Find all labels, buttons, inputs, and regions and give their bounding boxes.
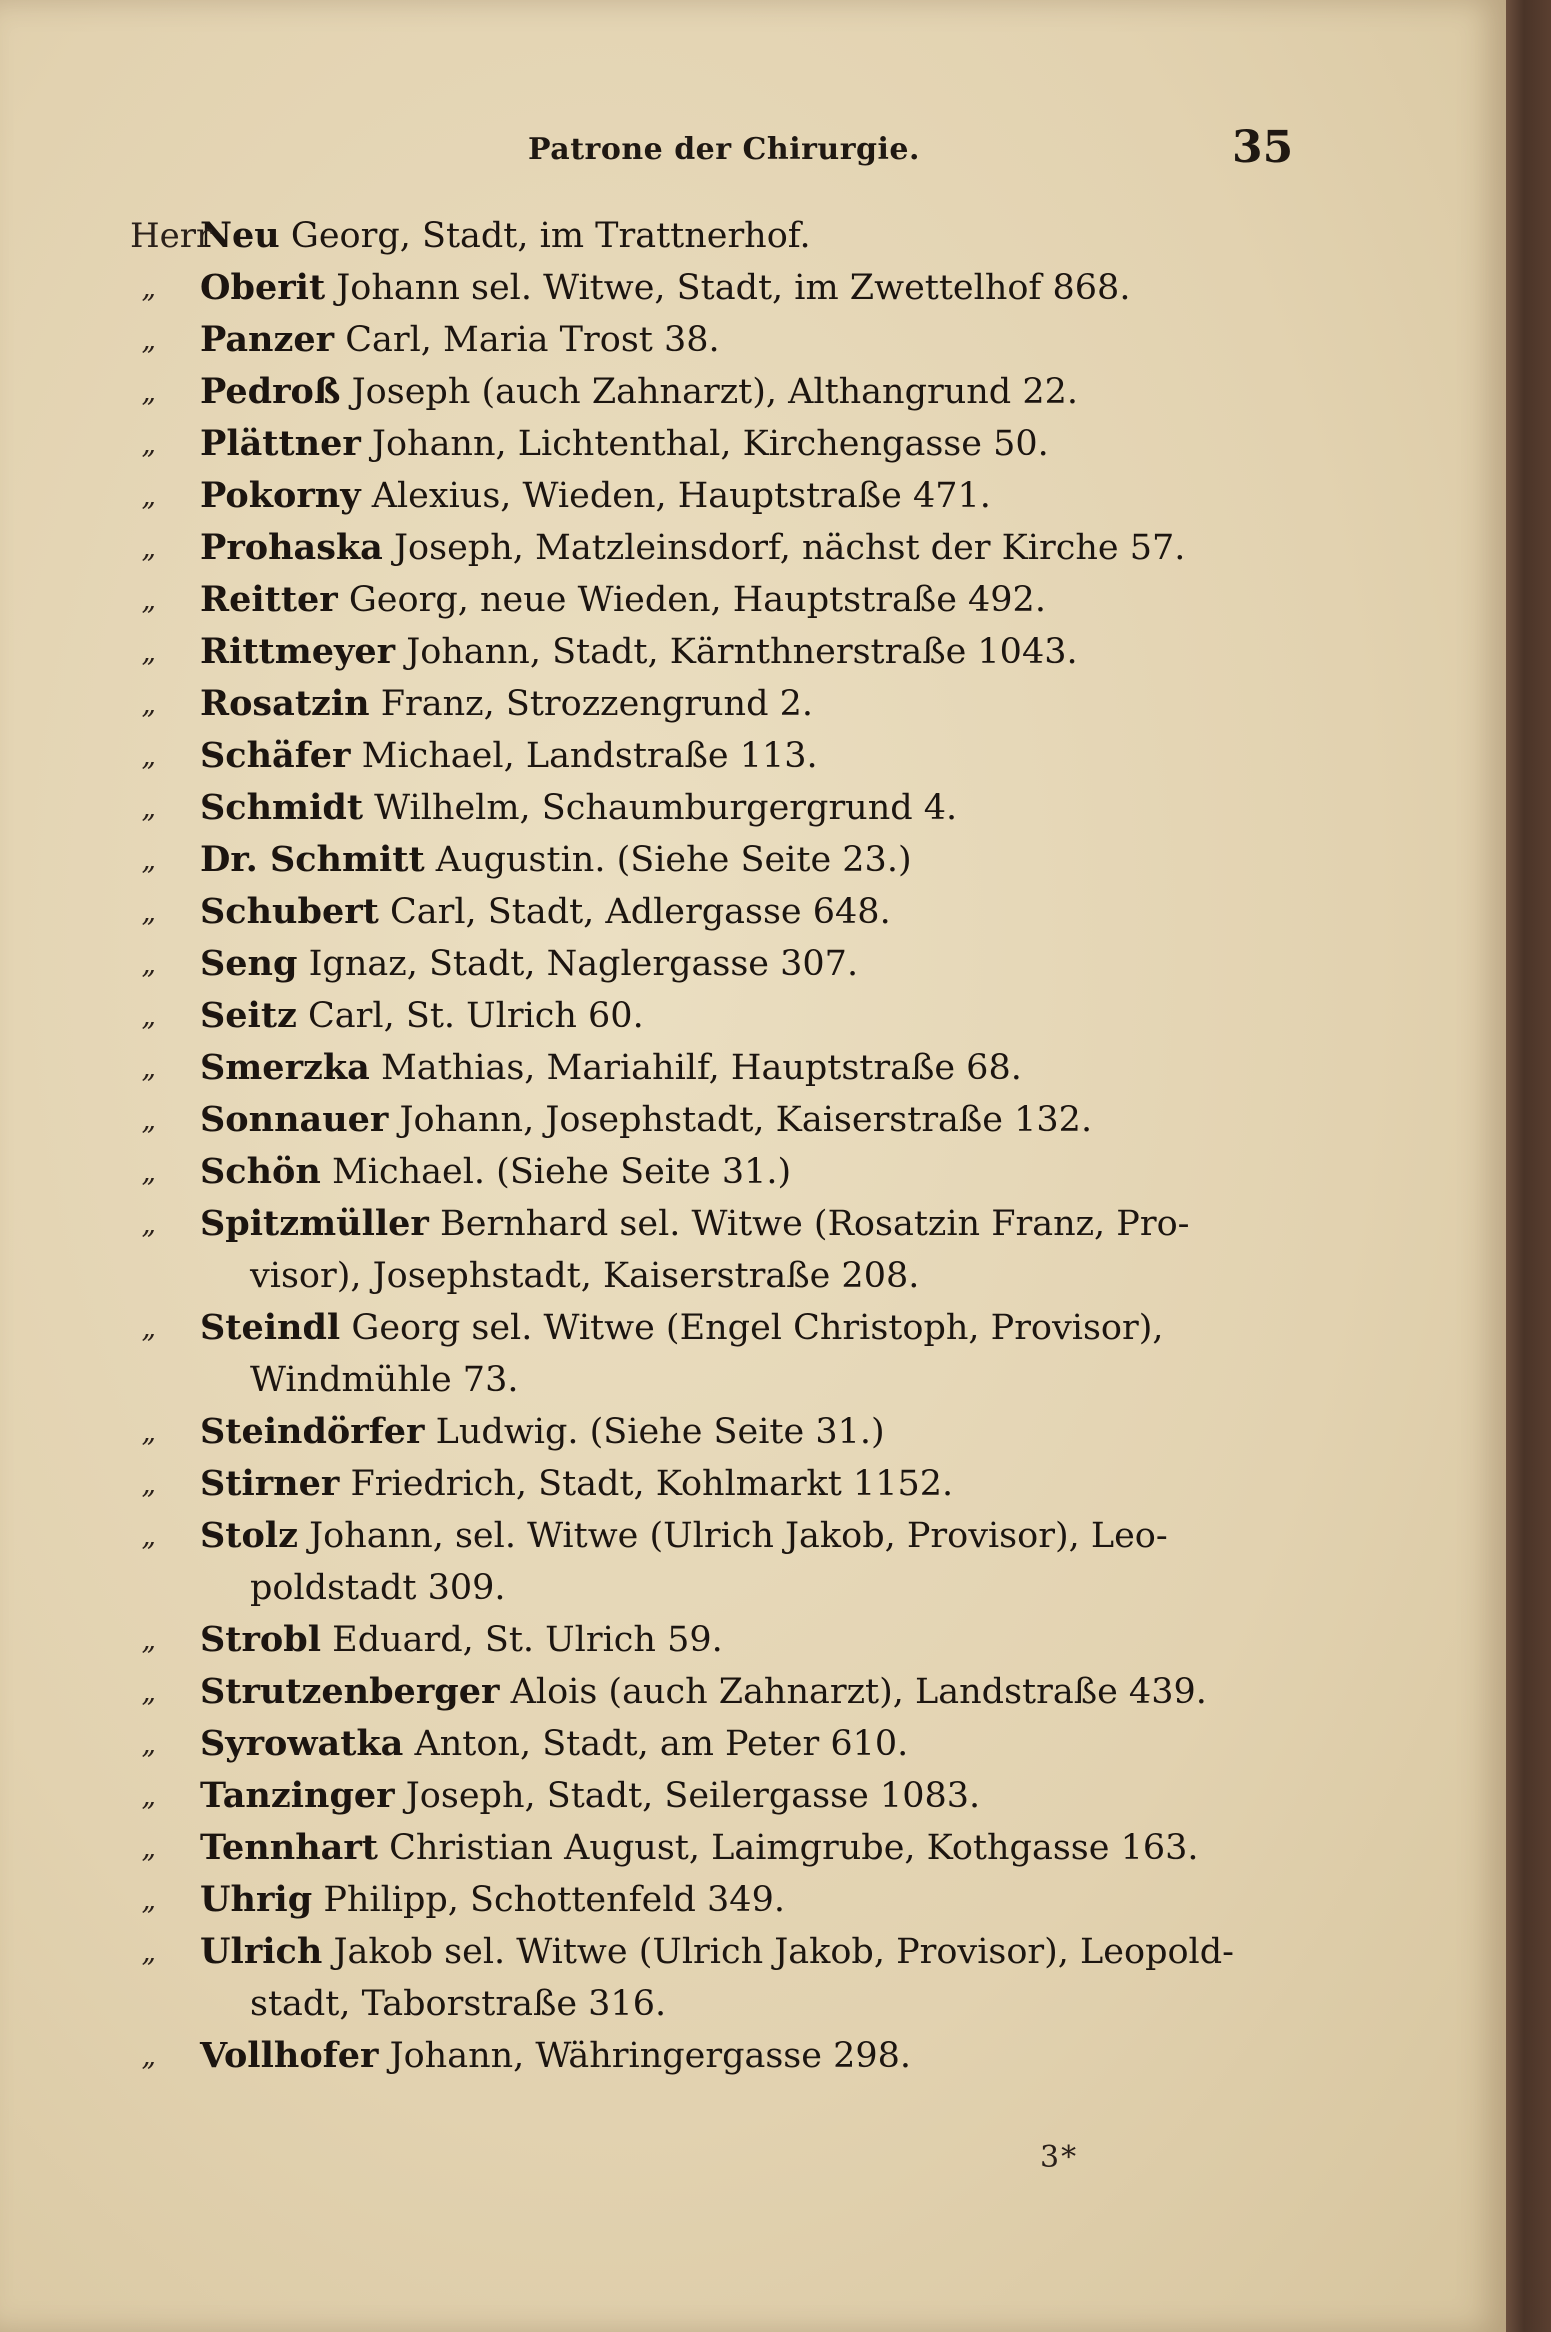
ditto-mark: „	[141, 1883, 156, 1916]
entry-text: Friedrich, Stadt, Kohlmarkt 1152.	[350, 1464, 954, 1504]
directory-entry	[0, 210, 1506, 262]
entry-text: Wilhelm, Schaumburgergrund 4.	[374, 788, 958, 828]
entry-name: Panzer	[200, 319, 335, 360]
entry-line	[0, 1458, 1506, 1510]
entry-name: Stolz	[200, 1515, 298, 1556]
entry-text: Georg, neue Wieden, Hauptstraße 492.	[348, 580, 1046, 620]
ditto-mark: „	[141, 1155, 156, 1188]
directory-entry	[0, 626, 1506, 678]
entry-text: Michael, Landstraße 113.	[361, 736, 818, 776]
directory-entry	[0, 366, 1506, 418]
entry-name: Ulrich	[200, 1931, 323, 1972]
entry-line	[0, 678, 1506, 730]
entry-line	[0, 1874, 1506, 1926]
ditto-mark: „	[141, 479, 156, 512]
entry-line	[0, 626, 1506, 678]
page-header	[0, 122, 1506, 182]
entry-text: Alois (auch Zahnarzt), Landstraße 439.	[510, 1672, 1207, 1712]
entry-name: Steindl	[200, 1307, 341, 1348]
directory-entry	[0, 1458, 1506, 1510]
entry-name: Pokorny	[200, 475, 361, 516]
entry-line	[0, 1406, 1506, 1458]
entry-line	[0, 1718, 1506, 1770]
ditto-mark: „	[141, 1623, 156, 1656]
entry-line	[0, 1614, 1506, 1666]
entry-line	[0, 1094, 1506, 1146]
entry-name: Uhrig	[200, 1879, 313, 1920]
directory-entry	[0, 886, 1506, 938]
entry-line	[0, 782, 1506, 834]
ditto-mark: „	[141, 375, 156, 408]
directory-entry	[0, 1302, 1506, 1406]
ditto-mark: „	[141, 1779, 156, 1812]
entry-name: Sonnauer	[200, 1099, 389, 1140]
ditto-mark: „	[141, 1311, 156, 1344]
ditto-mark: „	[141, 1519, 156, 1552]
ditto-mark: „	[141, 2039, 156, 2072]
entry-name: Seng	[200, 943, 298, 984]
ditto-mark: „	[141, 739, 156, 772]
entry-line	[0, 1302, 1506, 1354]
ditto-mark: „	[141, 1727, 156, 1760]
entry-name: Neu	[200, 215, 280, 256]
entry-name: Syrowatka	[200, 1723, 404, 1764]
entry-text: Mathias, Mariahilf, Hauptstraße 68.	[380, 1048, 1022, 1088]
ditto-mark: „	[141, 635, 156, 668]
ditto-mark: „	[141, 843, 156, 876]
directory-entry	[0, 2030, 1506, 2082]
entry-text: Philipp, Schottenfeld 349.	[323, 1880, 785, 1920]
directory-entry	[0, 1718, 1506, 1770]
entry-text: Georg, Stadt, im Trattnerhof.	[290, 216, 811, 256]
directory-entry	[0, 418, 1506, 470]
ditto-mark: „	[141, 791, 156, 824]
directory-entry	[0, 1874, 1506, 1926]
entry-text: poldstadt 309.	[250, 1568, 506, 1608]
directory-entry	[0, 1770, 1506, 1822]
directory-entry	[0, 938, 1506, 990]
directory-entry	[0, 1406, 1506, 1458]
entry-name: Schubert	[200, 891, 379, 932]
directory-entry	[0, 470, 1506, 522]
entry-line	[0, 574, 1506, 626]
directory-entry	[0, 1666, 1506, 1718]
directory-entry	[0, 1094, 1506, 1146]
entry-line	[0, 2030, 1506, 2082]
entry-text: Ludwig. (Siehe Seite 31.)	[435, 1412, 885, 1452]
entry-text: Johann, Lichtenthal, Kirchengasse 50.	[371, 424, 1049, 464]
entry-line	[0, 1666, 1506, 1718]
entry-name: Rittmeyer	[200, 631, 396, 672]
ditto-mark: „	[141, 687, 156, 720]
directory-entry	[0, 834, 1506, 886]
directory-entry	[0, 574, 1506, 626]
entry-line	[0, 1198, 1506, 1250]
entry-text: Carl, St. Ulrich 60.	[308, 996, 644, 1036]
entry-name: Strutzenberger	[200, 1671, 500, 1712]
entry-line	[0, 1822, 1506, 1874]
entry-continuation-line	[0, 1562, 1506, 1614]
entry-continuation-line	[0, 1978, 1506, 2030]
ditto-mark: „	[141, 427, 156, 460]
directory-entry	[0, 1042, 1506, 1094]
entry-text: Johann sel. Witwe, Stadt, im Zwettelhof 868.	[336, 268, 1131, 308]
entry-name: Stirner	[200, 1463, 340, 1504]
entry-text: Bernhard sel. Witwe (Rosatzin Franz, Pro-	[440, 1204, 1190, 1244]
directory-entry	[0, 1146, 1506, 1198]
entry-text: Georg sel. Witwe (Engel Christoph, Provisor),	[351, 1308, 1164, 1348]
entry-text: Christian August, Laimgrube, Kothgasse 163.	[389, 1828, 1199, 1868]
entry-continuation-line	[0, 1354, 1506, 1406]
entry-text: Augustin. (Siehe Seite 23.)	[435, 840, 912, 880]
entry-text: Johann, Währingergasse 298.	[389, 2036, 912, 2076]
ditto-mark: „	[141, 947, 156, 980]
directory-entry	[0, 262, 1506, 314]
ditto-mark: „	[141, 895, 156, 928]
entry-name: Spitzmüller	[200, 1203, 429, 1244]
entry-text: Michael. (Siehe Seite 31.)	[331, 1152, 792, 1192]
entry-line	[0, 262, 1506, 314]
running-head: Patrone der Chirurgie.	[528, 132, 920, 167]
entry-line	[0, 1146, 1506, 1198]
entry-list	[0, 210, 1506, 2082]
signature-mark: 3*	[1040, 2140, 1079, 2175]
ditto-mark: „	[141, 999, 156, 1032]
salutation: Herr	[130, 216, 213, 256]
ditto-mark: „	[141, 1935, 156, 1968]
entry-name: Schön	[200, 1151, 321, 1192]
entry-line	[0, 990, 1506, 1042]
entry-text: Johann, sel. Witwe (Ulrich Jakob, Provisor), Leo-	[309, 1516, 1168, 1556]
entry-name: Tanzinger	[200, 1775, 395, 1816]
ditto-mark: „	[141, 1831, 156, 1864]
ditto-mark: „	[141, 1467, 156, 1500]
directory-entry	[0, 1198, 1506, 1302]
directory-entry	[0, 782, 1506, 834]
entry-text: Joseph, Stadt, Seilergasse 1083.	[405, 1776, 981, 1816]
entry-line	[0, 366, 1506, 418]
ditto-mark: „	[141, 1051, 156, 1084]
entry-text: Alexius, Wieden, Hauptstraße 471.	[371, 476, 991, 516]
entry-name: Oberit	[200, 267, 326, 308]
book-edge	[1506, 0, 1551, 2332]
entry-name: Vollhofer	[200, 2035, 379, 2076]
entry-text: stadt, Taborstraße 316.	[250, 1984, 667, 2024]
ditto-mark: „	[141, 1415, 156, 1448]
ditto-mark: „	[141, 1103, 156, 1136]
entry-text: Johann, Stadt, Kärnthnerstraße 1043.	[406, 632, 1078, 672]
directory-entry	[0, 522, 1506, 574]
entry-name: Schäfer	[200, 735, 351, 776]
ditto-mark: „	[141, 1207, 156, 1240]
entry-text: Carl, Stadt, Adlergasse 648.	[389, 892, 891, 932]
entry-name: Reitter	[200, 579, 338, 620]
entry-name: Pedroß	[200, 371, 341, 412]
entry-text: Joseph, Matzleinsdorf, nächst der Kirche 57.	[394, 528, 1186, 568]
entry-line	[0, 886, 1506, 938]
directory-entry	[0, 730, 1506, 782]
entry-name: Dr. Schmitt	[200, 839, 425, 880]
entry-name: Seitz	[200, 995, 297, 1036]
entry-text: Eduard, St. Ulrich 59.	[332, 1620, 723, 1660]
directory-entry	[0, 314, 1506, 366]
entry-name: Rosatzin	[200, 683, 370, 724]
ditto-mark: „	[141, 531, 156, 564]
entry-text: Johann, Josephstadt, Kaiserstraße 132.	[399, 1100, 1093, 1140]
entry-line	[0, 314, 1506, 366]
entry-name: Steindörfer	[200, 1411, 425, 1452]
entry-text: Carl, Maria Trost 38.	[345, 320, 720, 360]
entry-text: Franz, Strozzengrund 2.	[380, 684, 813, 724]
entry-line	[0, 730, 1506, 782]
entry-text: Windmühle 73.	[250, 1360, 519, 1400]
entry-continuation-line	[0, 1250, 1506, 1302]
ditto-mark: „	[141, 1675, 156, 1708]
entry-line	[0, 522, 1506, 574]
entry-name: Strobl	[200, 1619, 321, 1660]
entry-name: Smerzka	[200, 1047, 370, 1088]
entry-text: Jakob sel. Witwe (Ulrich Jakob, Provisor), Leopold-	[333, 1932, 1234, 1972]
entry-line	[0, 1770, 1506, 1822]
directory-entry	[0, 1614, 1506, 1666]
entry-line	[0, 210, 1506, 262]
directory-entry	[0, 1510, 1506, 1614]
entry-name: Schmidt	[200, 787, 364, 828]
entry-line	[0, 1042, 1506, 1094]
page-number: 35	[1232, 122, 1294, 173]
directory-entry	[0, 1926, 1506, 2030]
ditto-mark: „	[141, 271, 156, 304]
entry-line	[0, 938, 1506, 990]
entry-line	[0, 418, 1506, 470]
ditto-mark: „	[141, 583, 156, 616]
entry-text: visor), Josephstadt, Kaiserstraße 208.	[250, 1256, 920, 1296]
directory-entry	[0, 1822, 1506, 1874]
entry-text: Joseph (auch Zahnarzt), Althangrund 22.	[351, 372, 1078, 412]
entry-line	[0, 1926, 1506, 1978]
entry-text: Anton, Stadt, am Peter 610.	[414, 1724, 909, 1764]
entry-line	[0, 834, 1506, 886]
directory-entry	[0, 990, 1506, 1042]
entry-name: Plättner	[200, 423, 361, 464]
entry-text: Ignaz, Stadt, Naglergasse 307.	[308, 944, 859, 984]
ditto-mark: „	[141, 323, 156, 356]
directory-entry	[0, 678, 1506, 730]
entry-line	[0, 1510, 1506, 1562]
entry-name: Tennhart	[200, 1827, 378, 1868]
entry-name: Prohaska	[200, 527, 383, 568]
entry-line	[0, 470, 1506, 522]
